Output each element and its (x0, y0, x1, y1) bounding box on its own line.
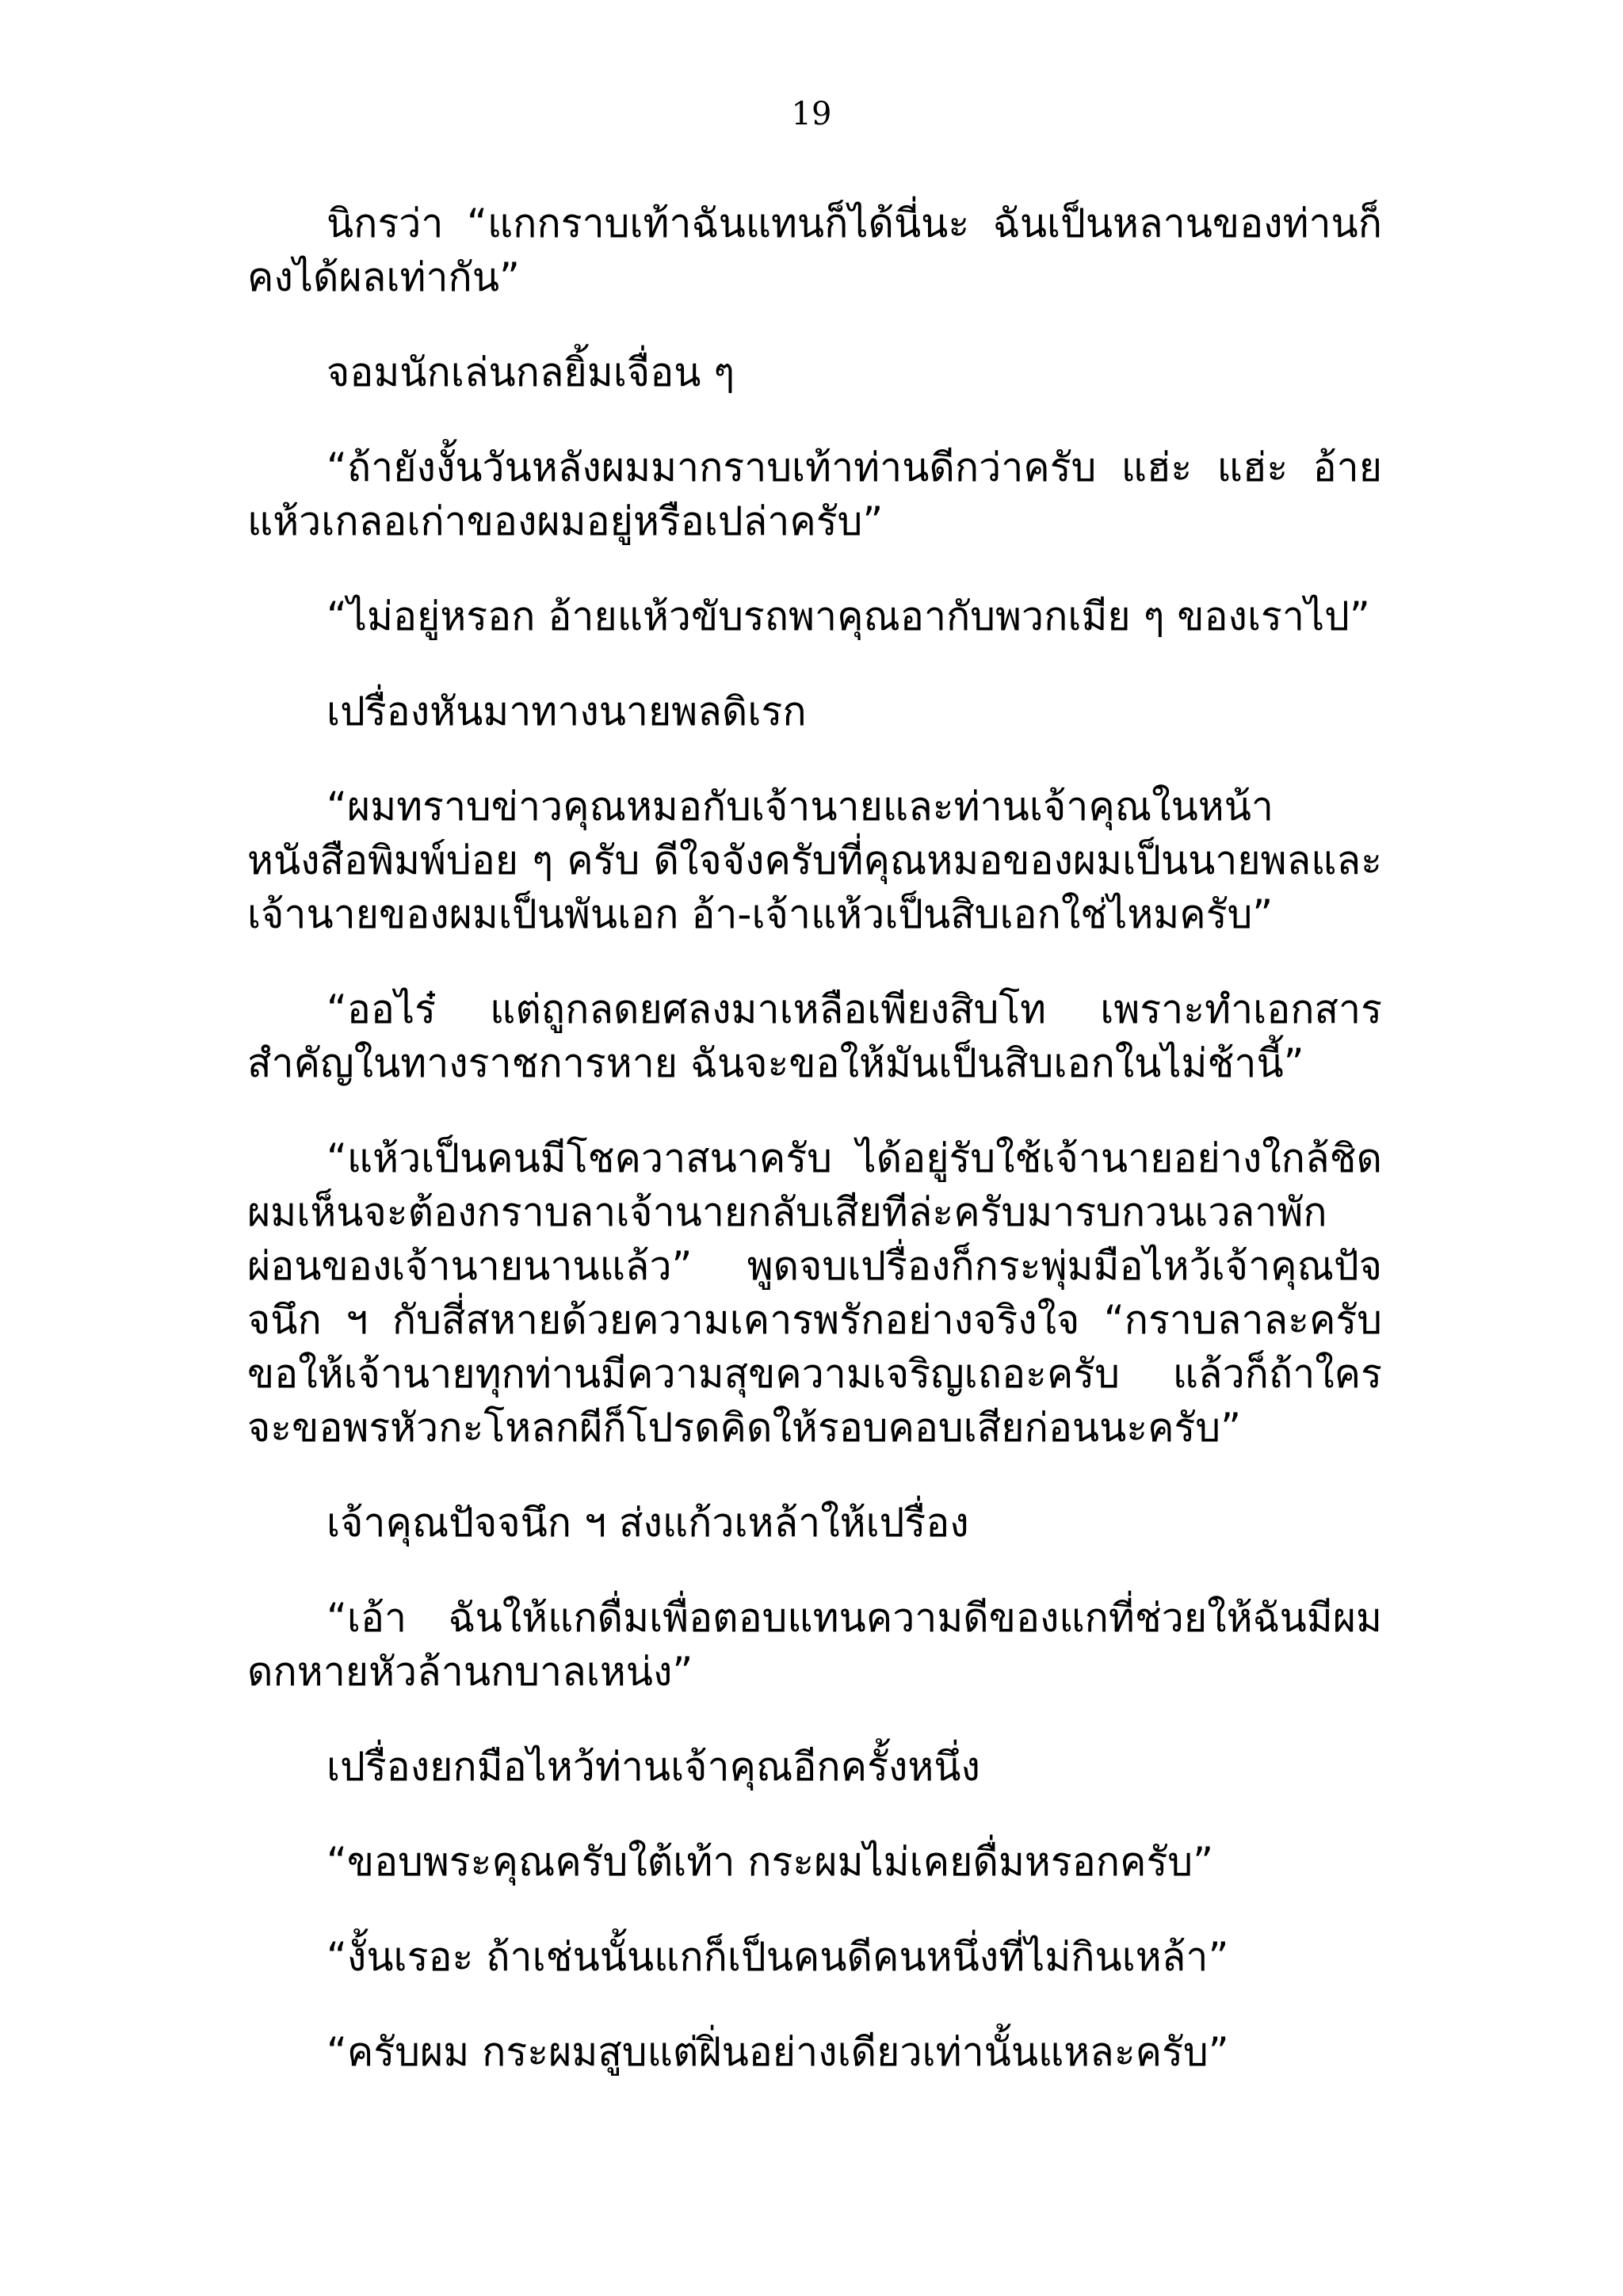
paragraph-3: “ถ้ายังงั้นวันหลังผมมากราบเท้าท่านดีกว่าครับ แฮ่ะ แฮ่ะ อ้ายแห้วเกลอเก่าของผมอยู่หรือเปล่าครับ” (247, 444, 1382, 544)
paragraph-9: เจ้าคุณปัจจนึก ฯ ส่งแก้วเหล้าให้เปรื่อง (327, 1500, 969, 1546)
paragraph-13: “งั้นเรอะ ถ้าเช่นนั้นแกก็เป็นคนดีคนหนึ่งที่ไม่กินเหล้า” (327, 1934, 1229, 1980)
paragraph-4: “ไม่อยู่หรอก อ้ายแห้วขับรถพาคุณอากับพวกเมีย ๆ ของเราไป” (327, 593, 1370, 639)
paragraph-7: “ออไร๋ แต่ถูกลดยศลงมาเหลือเพียงสิบโท เพราะทำเอกสารสำคัญในทางราชการหาย ฉันจะขอให้มันเป็นสิบเอกในไม่ช้านี้” (247, 986, 1382, 1086)
paragraph-8: “แห้วเป็นคนมีโชควาสนาครับ ได้อยู่รับใช้เจ้านายอย่างใกล้ชิด ผมเห็นจะต้องกราบลาเจ้านายกลับเสียทีล่ะครับมารบกวนเวลาพักผ่อนของเจ้านายนานแล้ว” พูดจบเปรื่องก็กระพุ่มมือไหว้เจ้าคุณปัจจนึก ฯ กับสี่สหายด้วยความเคารพรักอย่างจริงใจ “กราบลาละครับ ขอให้เจ้านายทุกท่านมีความสุขความเจริญเถอะครับ แล้วก็ถ้าใครจะขอพรหัวกะโหลกผีก็โปรดคิดให้รอบคอบเสียก่อนนะครับ” (247, 1135, 1382, 1451)
paragraph-6: “ผมทราบข่าวคุณหมอกับเจ้านายและท่านเจ้าคุณในหน้าหนังสือพิมพ์บ่อย ๆ ครับ ดีใจจังครับที่คุณหมอของผมเป็นนายพลและเจ้านายของผมเป็นพันเอก อ้า-เจ้าแห้วเป็นสิบเอกใช่ไหมครับ” (247, 784, 1382, 937)
paragraph-1: นิกรว่า “แกกราบเท้าฉันแทนก็ได้นี่นะ ฉันเป็นหลานของท่านก็คงได้ผลเท่ากัน” (247, 200, 1382, 300)
paragraph-5: เปรื่องหันมาทางนายพลดิเรก (327, 688, 807, 734)
paragraph-12: “ขอบพระคุณครับใต้เท้า กระผมไม่เคยดื่มหรอกครับ” (327, 1839, 1213, 1885)
paragraph-11: เปรื่องยกมือไหว้ท่านเจ้าคุณอีกครั้งหนึ่ง (327, 1744, 980, 1790)
page-body (247, 196, 1382, 2120)
paragraph-10: “เอ้า ฉันให้แกดื่มเพื่อตอบแทนความดีของแกที่ช่วยให้ฉันมีผมดกหายหัวล้านกบาลเหน่ง” (247, 1595, 1382, 1695)
page-number: 19 (791, 96, 832, 132)
paragraph-14: “ครับผม กระผมสูบแต่ฝิ่นอย่างเดียวเท่านั้นแหละครับ” (327, 2029, 1229, 2075)
paragraph-2: จอมนักเล่นกลยิ้มเจื่อน ๆ (327, 349, 735, 395)
